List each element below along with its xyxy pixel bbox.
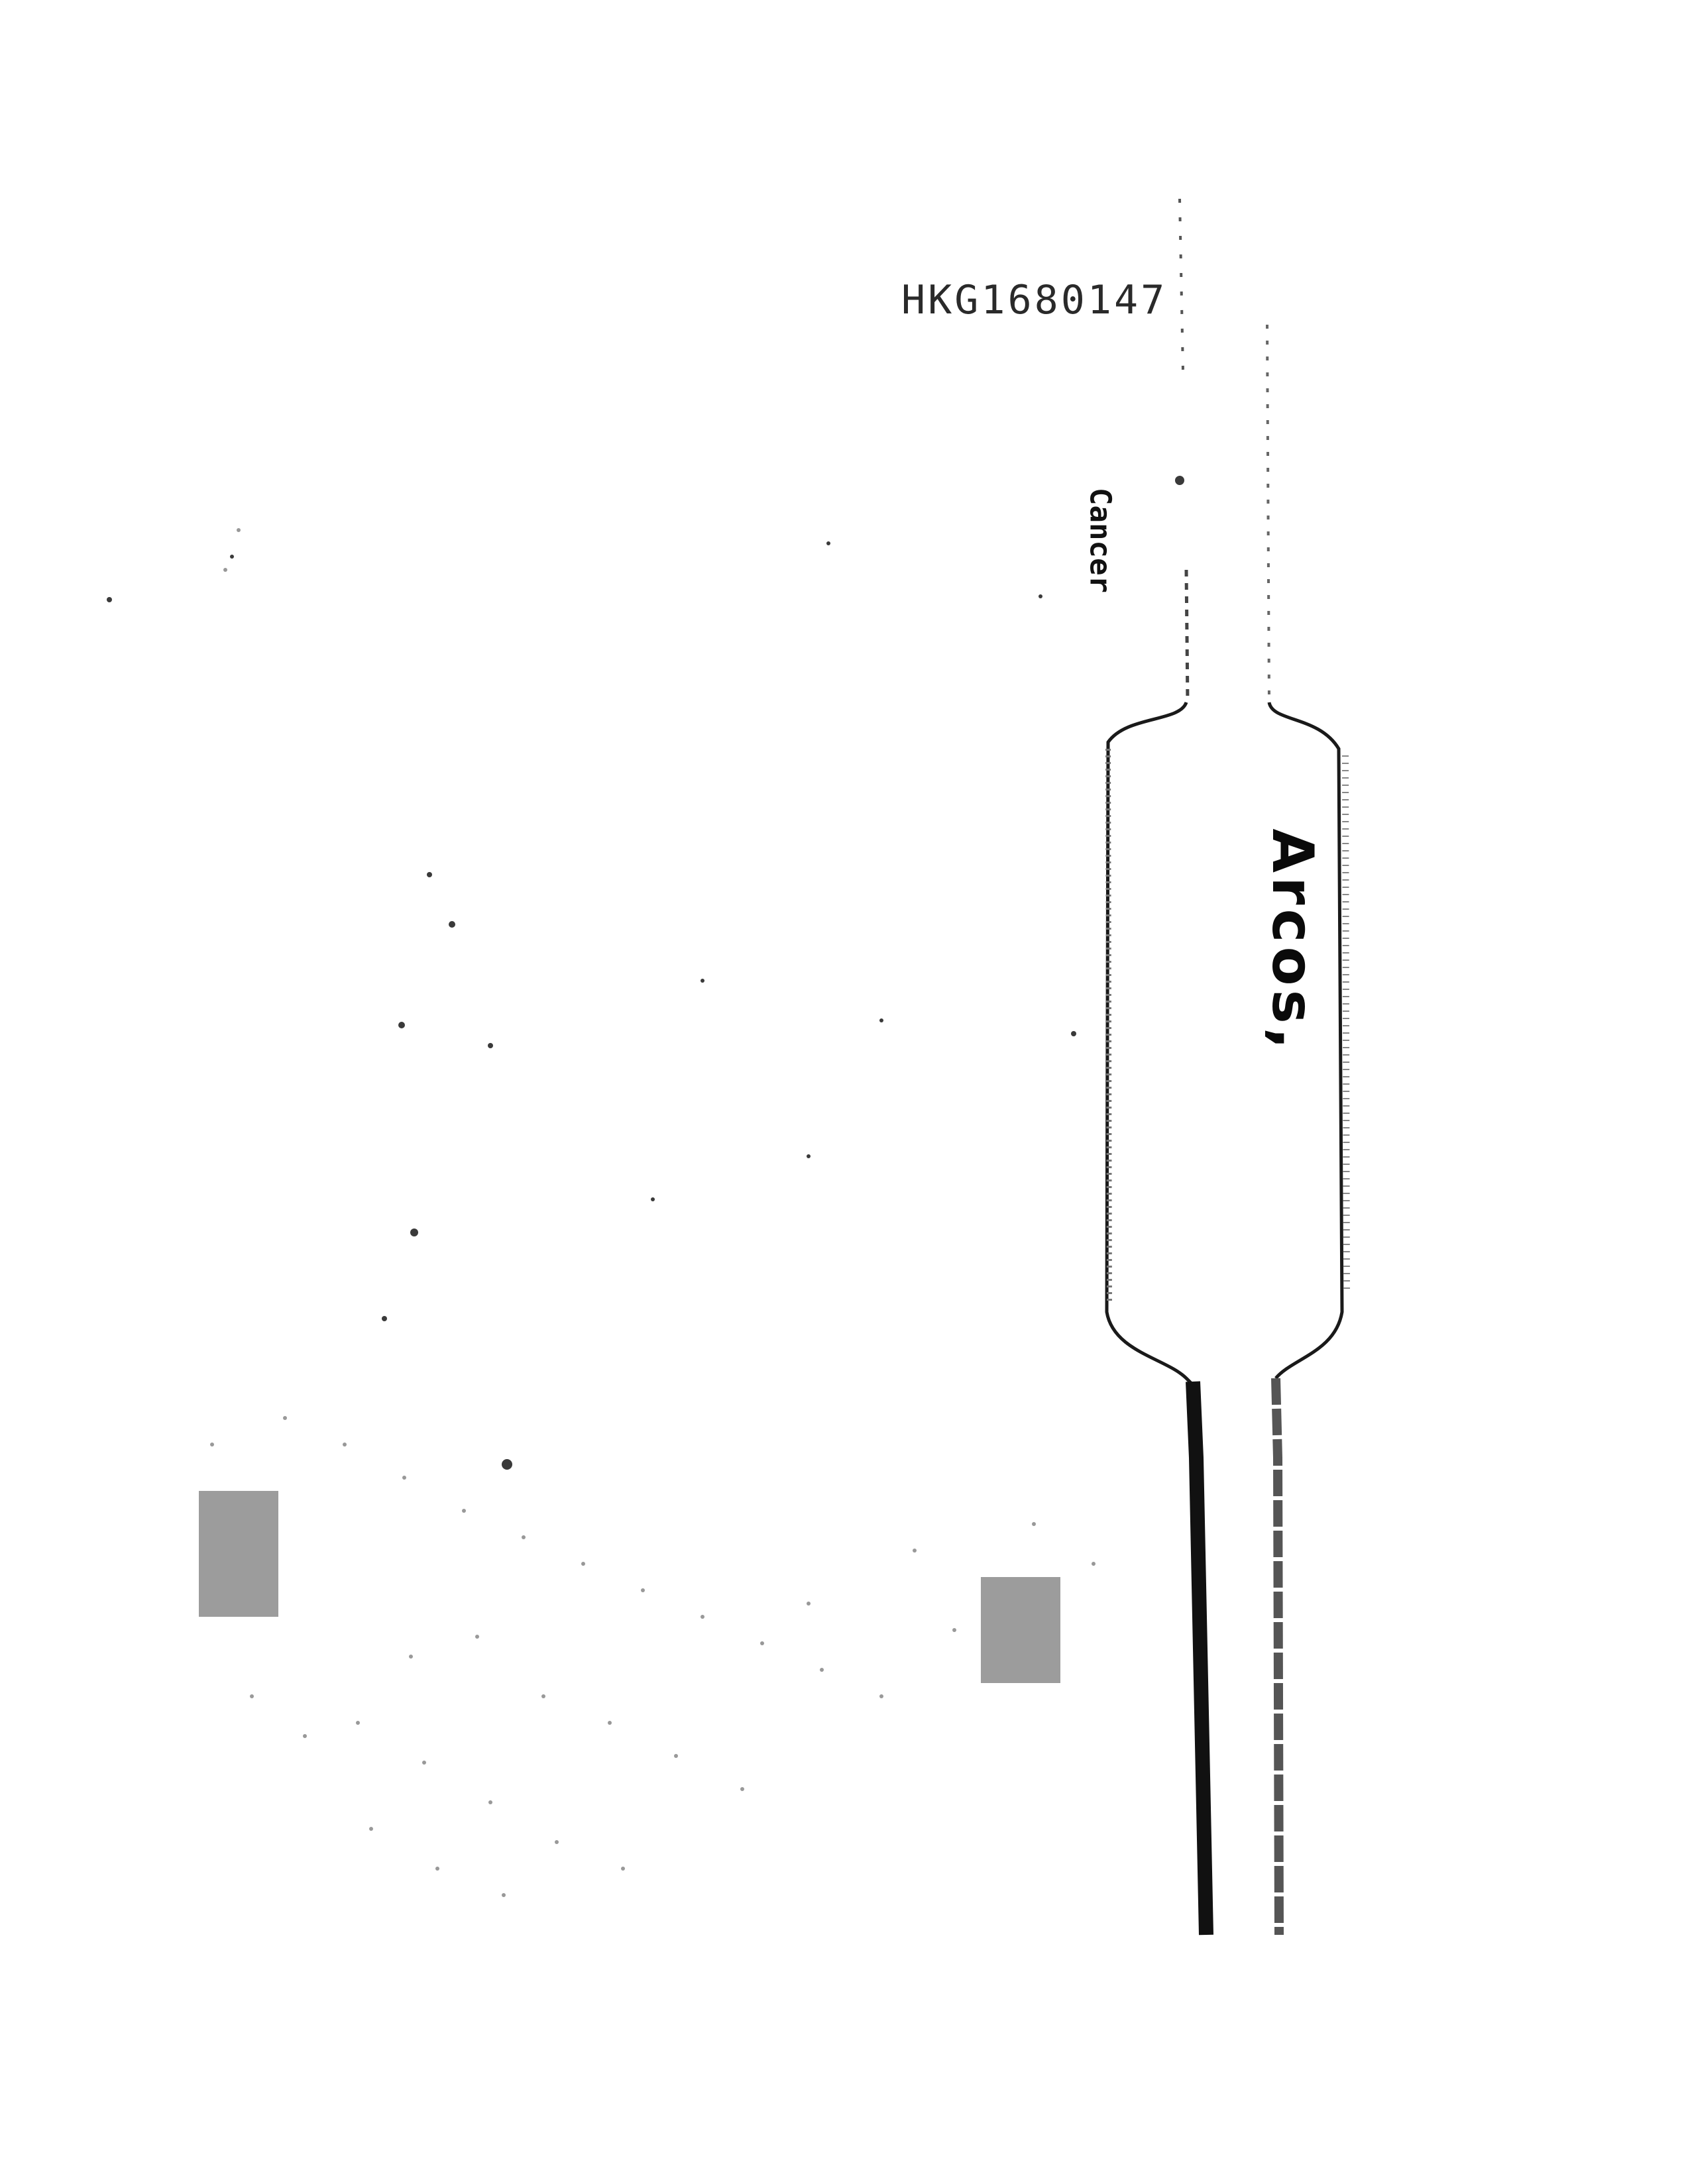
document-identifier: HKG1680147 (901, 277, 1168, 323)
folder-edge-line-left (1186, 570, 1188, 702)
folder-edge-line-top (1180, 199, 1183, 371)
folder-lower-rail-dark (1193, 1382, 1206, 1935)
scan-noise-dots (210, 528, 1096, 1897)
scan-noise-clusters (199, 1491, 1060, 1683)
folder-lower-rail-light (1276, 1378, 1279, 1935)
tab-label-text: Arcos, (1259, 828, 1325, 1054)
scan-speckles (107, 476, 1184, 1470)
folder-label-text: Cancer (1083, 488, 1117, 593)
tab-right-edge-texture (1345, 755, 1347, 1292)
folder-edge-line-right (1267, 325, 1269, 702)
